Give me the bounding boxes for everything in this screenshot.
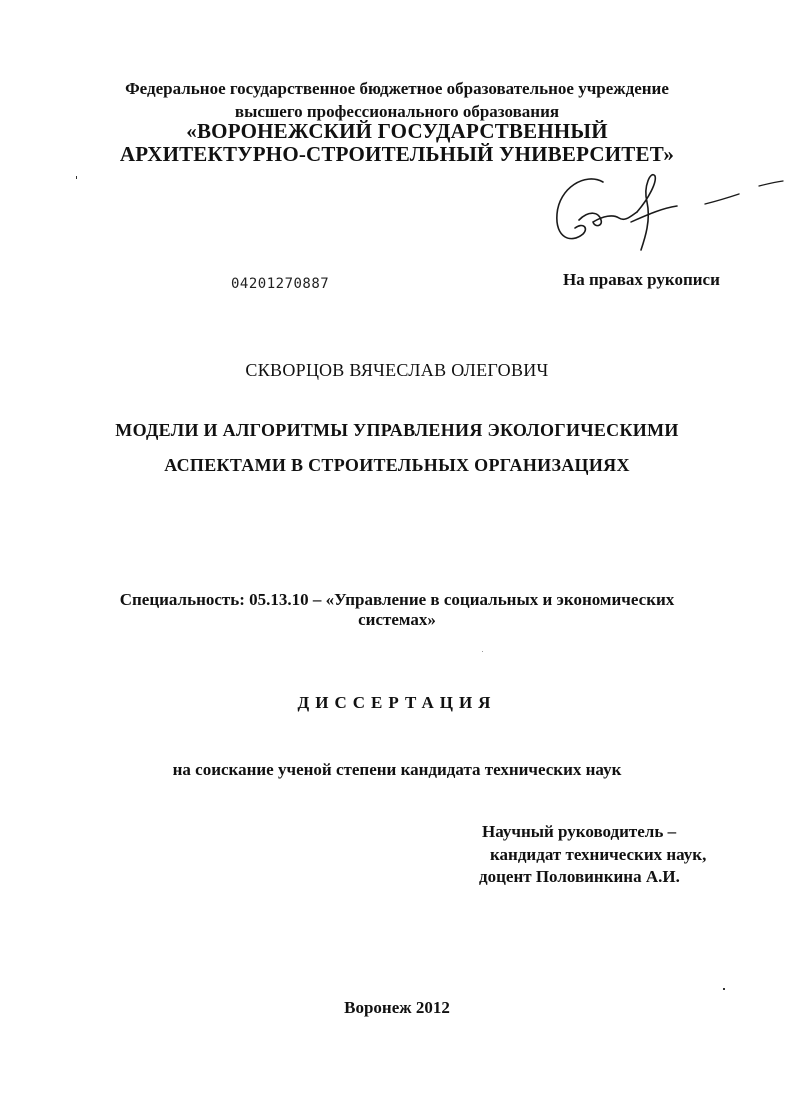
dissertation-title-line-1: МОДЕЛИ И АЛГОРИТМЫ УПРАВЛЕНИЯ ЭКОЛОГИЧЕСКИМИ bbox=[115, 420, 679, 440]
signature-stroke-6 bbox=[759, 181, 783, 186]
degree-purpose: на соискание ученой степени кандидата технических наук bbox=[172, 760, 622, 779]
signature-stroke-1 bbox=[557, 179, 603, 239]
supervisor-label: Научный руководитель – bbox=[482, 822, 677, 841]
manuscript-rights-label: На правах рукописи bbox=[563, 270, 720, 289]
document-type-heading: ДИССЕРТАЦИЯ bbox=[297, 693, 497, 712]
supervisor-name: доцент Половинкина А.И. bbox=[479, 867, 680, 886]
signature-stroke-5 bbox=[705, 194, 739, 204]
signature-stroke-4 bbox=[631, 206, 677, 222]
institution-line-1: Федеральное государственное бюджетное образовательное учреждение bbox=[125, 79, 669, 98]
dissertation-title-line-2: АСПЕКТАМИ В СТРОИТЕЛЬНЫХ ОРГАНИЗАЦИЯХ bbox=[164, 455, 630, 475]
registration-number: 04201270887 bbox=[231, 276, 330, 292]
scan-speck-mid bbox=[482, 651, 483, 652]
institution-name-line-2: АРХИТЕКТУРНО-СТРОИТЕЛЬНЫЙ УНИВЕРСИТЕТ» bbox=[119, 142, 675, 166]
scan-speck-left bbox=[76, 176, 77, 179]
author-name: СКВОРЦОВ ВЯЧЕСЛАВ ОЛЕГОВИЧ bbox=[245, 360, 549, 380]
city-year: Воронеж 2012 bbox=[344, 998, 450, 1017]
signature-image bbox=[545, 168, 794, 263]
scan-speck-right bbox=[723, 988, 725, 990]
institution-line-2: высшего профессионального образования bbox=[234, 102, 560, 121]
institution-name-line-1: «ВОРОНЕЖСКИЙ ГОСУДАРСТВЕННЫЙ bbox=[186, 119, 608, 143]
specialty-line-2: системах» bbox=[358, 610, 436, 629]
specialty-line-1: Специальность: 05.13.10 – «Управление в социальных и экономических bbox=[119, 590, 675, 609]
signature-stroke-2 bbox=[579, 212, 637, 226]
supervisor-degree: кандидат технических наук, bbox=[490, 845, 707, 864]
